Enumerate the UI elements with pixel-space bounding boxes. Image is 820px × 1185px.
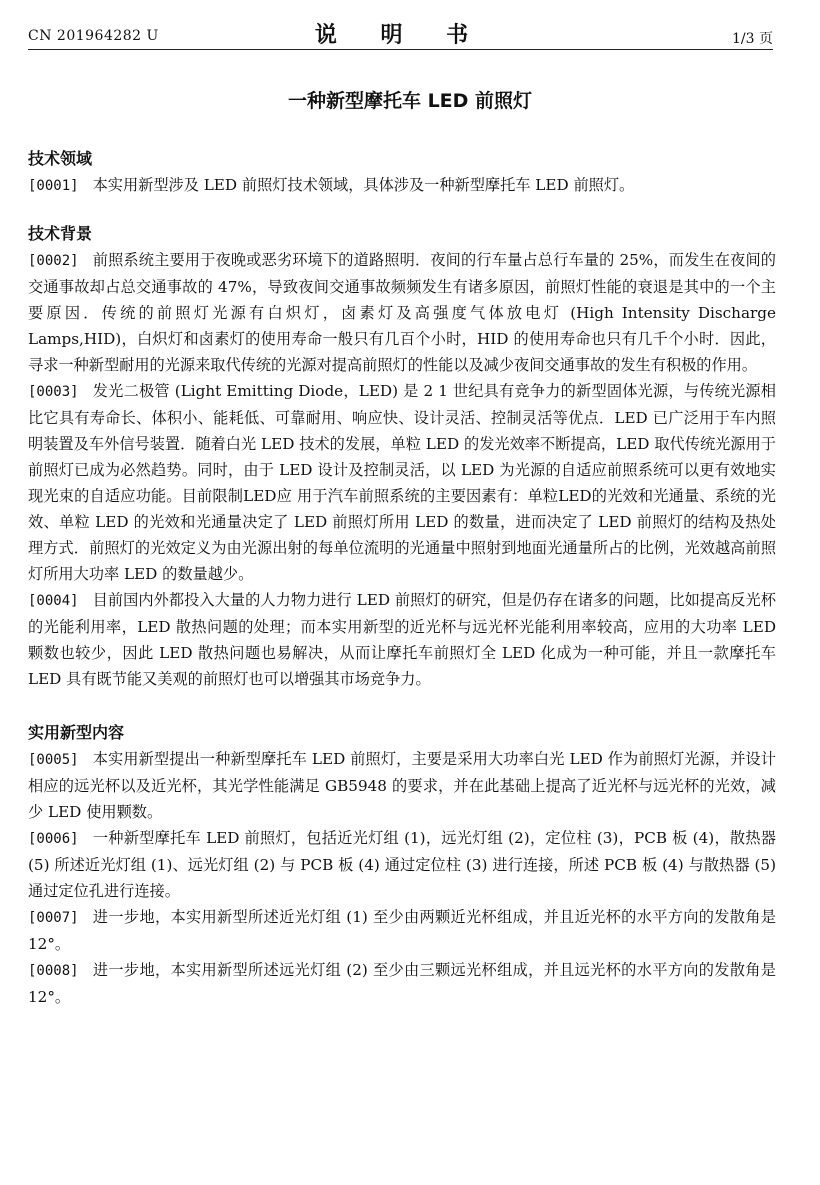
paragraph: [28, 904, 776, 957]
section-heading: 实用新型内容: [28, 723, 125, 742]
paragraph: [28, 172, 776, 199]
paragraph: [28, 247, 776, 378]
paragraph-text: 前照系统主要用于夜晚或恶劣环境下的道路照明．夜间的行车量占总行车量的 25%，而发生在夜间的交通事故却占总交通事故的 47%，导致夜间交通事故频频发生有诸多原因，前照灯性能的衰退是其中的一个主要原因．传统的前照灯光源有白炽灯，卤素灯及高强度气体放电灯 (High Intensity Discharge Lamps,HID)，白炽灯和卤素灯的使用寿命一般只有几百个小时，HID 的使用寿命也只有几千个小时．因此，寻求一种新型耐用的光源来取代传统的光源对提高前照灯的性能以及减少夜间交通事故的发生有积极的作用。: [28, 251, 776, 374]
paragraph-text: 发光二极管 (Light Emitting Diode，LED) 是 2 1 世纪具有竞争力的新型固体光源，与传统光源相比它具有寿命长、体积小、能耗低、可靠耐用、响应快、设计灵活、控制灵活等优点．LED 已广泛用于车内照明装置及车外信号装置．随着白光 LED 技术的发展，单粒 LED 的发光效率不断提高，LED 取代传统光源用于前照灯已成为必然趋势。同时，由于 LED 设计及控制灵活，以 LED 为光源的自适应前照系统可以更有效地实现光束的自适应功能。目前限制LED应 用于汽车前照系统的主要因素有：单粒LED的光效和光通量、系统的光效、单粒 LED 的光效和光通量决定了 LED 前照灯所用 LED 的数量，进而决定了 LED 前照灯的结构及热处理方式．前照灯的光效定义为由光源出射的每单位流明的光通量中照射到地面光通量所占的比例，光效越高前照灯所用大功率 LED 的数量越少。: [28, 382, 776, 583]
page-number: 1/3 页: [732, 31, 773, 47]
paragraph-number: [0005]: [28, 752, 79, 768]
document-body: [28, 146, 776, 1010]
header-rule: [28, 49, 773, 50]
page-header: [28, 16, 773, 48]
paragraph-number: [0004]: [28, 593, 79, 609]
publication-number: CN 201964282 U: [28, 28, 159, 44]
paragraph: [28, 957, 776, 1010]
paragraph-text: 进一步地，本实用新型所述近光灯组 (1) 至少由两颗近光杯组成，并且近光杯的水平方向的发散角是 12°。: [28, 908, 776, 953]
paragraph: [28, 378, 776, 587]
section-heading: 技术领域: [28, 149, 93, 168]
paragraph-number: [0006]: [28, 831, 79, 847]
paragraph-number: [0008]: [28, 963, 79, 979]
paragraph-text: 目前国内外都投入大量的人力物力进行 LED 前照灯的研究，但是仍存在诸多的问题，比如提高反光杯的光能利用率，LED 散热问题的处理；而本实用新型的近光杯与远光杯光能利用率较高，应用的大功率 LED 颗数也较少，因此 LED 散热问题也易解决，从而让摩托车前照灯全 LED 化成为一种可能，并且一款摩托车 LED 具有既节能又美观的前照灯也可以增强其市场竞争力。: [28, 591, 776, 688]
document-type: 说 明 书: [314, 23, 487, 48]
paragraph-text: 本实用新型涉及 LED 前照灯技术领域，具体涉及一种新型摩托车 LED 前照灯。: [92, 176, 635, 194]
paragraph-text: 一种新型摩托车 LED 前照灯，包括近光灯组 (1)，远光灯组 (2)，定位柱 (3)，PCB 板 (4)，散热器 (5) 所述近光灯组 (1)、远光灯组 (2) 与 PCB 板 (4) 通过定位柱 (3) 进行连接，所述 PCB 板 (4) 与散热器 (5) 通过定位孔进行连接。: [28, 829, 776, 900]
paragraph: [28, 746, 776, 825]
paragraph-number: [0002]: [28, 253, 79, 269]
paragraph: [28, 587, 776, 692]
section-heading: 技术背景: [28, 224, 93, 243]
document-title: 一种新型摩托车 LED 前照灯: [287, 90, 533, 112]
paragraph-text: 本实用新型提出一种新型摩托车 LED 前照灯，主要是采用大功率白光 LED 作为前照灯光源，并设计相应的远光杯以及近光杯，其光学性能满足 GB5948 的要求，并在此基础上提高了近光杯与远光杯的光效，减少 LED 使用颗数。: [28, 750, 776, 821]
paragraph-number: [0003]: [28, 384, 79, 400]
paragraph-text: 进一步地，本实用新型所述远光灯组 (2) 至少由三颗远光杯组成，并且远光杯的水平方向的发散角是 12°。: [28, 961, 776, 1006]
paragraph-number: [0001]: [28, 178, 79, 194]
paragraph: [28, 825, 776, 904]
paragraph-number: [0007]: [28, 910, 79, 926]
